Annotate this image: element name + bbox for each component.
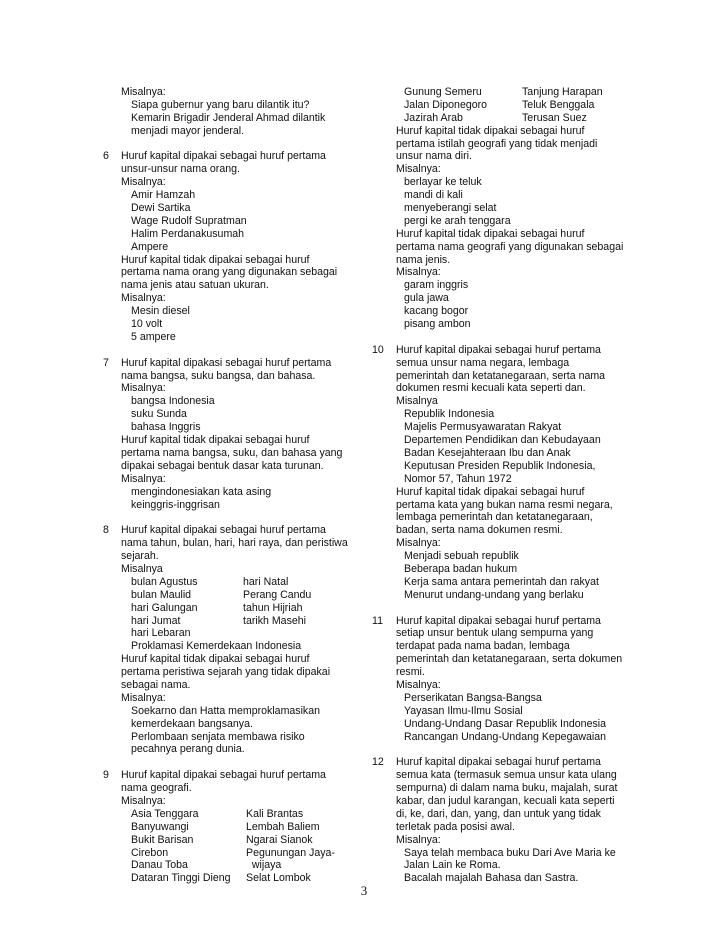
misalnya-label: Misalnya: — [121, 176, 166, 189]
example-line: pecahnya perang dunia. — [131, 743, 245, 756]
left-column — [103, 86, 358, 885]
example-pair: hari Lebaran — [131, 627, 191, 640]
example-line: Jalan Lain ke Roma. — [404, 859, 501, 872]
example-line: Bacalah majalah Bahasa dan Sastra. — [404, 872, 579, 885]
example-pair: Gunung Semeru Tanjung Harapan — [404, 86, 603, 98]
right-column — [372, 86, 642, 885]
geography-exception: pertama istilah geografi yang tidak menjadi — [396, 137, 598, 150]
rule-11-line: setiap unsur bentuk ulang sempurna yang — [396, 627, 594, 640]
rule-11-line: 11 Huruf kapital dipakai sebagai huruf pertama — [372, 614, 601, 627]
example-line: Siapa gubernur yang baru dilantik itu? — [131, 98, 310, 111]
rule-7-exception: pertama nama bangsa, suku, dan bahasa yang — [121, 446, 343, 459]
rule-6-line: unsur-unsur nama orang. — [121, 163, 240, 176]
rule-9-line: 9 Huruf kapital dipakai sebagai huruf pertama — [103, 769, 326, 782]
example-line: 10 volt — [131, 318, 163, 331]
example-line: Nomor 57, Tahun 1972 — [404, 472, 512, 485]
rule-6-line: 6 Huruf kapital dipakai sebagai huruf pertama — [103, 150, 326, 163]
misalnya-label: Misalnya: — [396, 163, 441, 176]
rule-number: 7 — [103, 356, 109, 369]
rule-10-line: dokumen resmi kecuali kata seperti dan. — [396, 382, 586, 395]
rule-6-exception: pertama nama orang yang digunakan sebagai — [121, 266, 338, 279]
rule-number: 11 — [372, 614, 383, 627]
example-line: Departemen Pendidikan dan Kebudayaan — [404, 434, 601, 447]
rule-7-line: 7 Huruf kapital dipakasi sebagai huruf pertama — [103, 356, 332, 369]
geography-exception: unsur nama diri. — [396, 150, 472, 163]
example-line: garam inggris — [404, 279, 469, 292]
example-pair: hari Galungan tahun Hijriah — [131, 601, 303, 614]
example-line: berlayar ke teluk — [404, 176, 482, 189]
misalnya-label: Misalnya: — [396, 833, 441, 846]
example-pair: Dataran Tinggi Dieng Selat Lombok — [131, 872, 311, 885]
rule-10-exception: badan, serta nama dokumen resmi. — [396, 524, 563, 537]
example-pair: hari Jumat tarikh Masehi — [131, 614, 306, 627]
example-line: Amir Hamzah — [131, 189, 196, 202]
misalnya-label: Misalnya: — [121, 794, 166, 807]
rule-12-line: semua kata (termasuk semua unsur kata ulang — [396, 769, 617, 782]
rule-7-exception: Huruf kapital tidak dipakai sebagai huruf — [121, 434, 310, 447]
example-line: Dewi Sartika — [131, 202, 191, 215]
page-number: 3 — [360, 883, 368, 898]
example-line: Keputusan Presiden Republik Indonesia, — [404, 459, 596, 472]
misalnya-label: Misalnya: — [121, 382, 166, 395]
example-line: Rancangan Undang-Undang Kepegawaian — [404, 730, 607, 743]
rule-8-exception: sebagai nama. — [121, 678, 191, 691]
example-line: Kerja sama antara pemerintah dan rakyat — [404, 575, 599, 588]
example-line: 5 ampere — [131, 330, 176, 343]
geography-exception: Huruf kapital tidak dipakai sebagai huruf — [396, 124, 585, 137]
rule-6-exception: Huruf kapital tidak dipakai sebagai huruf — [121, 253, 310, 266]
example-pair: Bukit Barisan Ngarai Sianok — [131, 833, 313, 846]
rule-8-line: sejarah. — [121, 550, 159, 563]
example-line: mandi di kali — [404, 189, 463, 202]
example-line: Republik Indonesia — [404, 408, 495, 421]
example-line: pergi ke arah tenggara — [404, 214, 511, 227]
example-pair: Jazirah Arab Terusan Suez — [404, 111, 587, 124]
misalnya-label: Misalnya: — [121, 691, 166, 704]
example-line: gula jawa — [404, 292, 449, 305]
example-pair: bulan Agustus hari Natal — [131, 575, 289, 588]
rule-8-line: 8 Huruf kapital dipakai sebagai huruf pertama — [103, 524, 326, 537]
misalnya-label: Misalnya: — [121, 86, 166, 98]
example-line: Wage Rudolf Supratman — [131, 214, 247, 227]
geography-exception: nama jenis. — [396, 253, 451, 266]
rule-number: 9 — [103, 769, 109, 782]
rule-12-line: sempurna) di dalam nama buku, majalah, surat — [396, 782, 618, 795]
example-line: Undang-Undang Dasar Republik Indonesia — [404, 717, 607, 730]
rule-number: 10 — [372, 343, 384, 356]
rule-8-exception: Huruf kapital tidak dipakai sebagai huruf — [121, 653, 310, 666]
example-line: Ampere — [131, 240, 169, 253]
rule-10-line: 10 Huruf kapital dipakai sebagai huruf pertama — [372, 343, 601, 356]
example-line: kemerdekaan bangsanya. — [131, 717, 253, 730]
rule-10-line: semua unsur nama negara, lembaga — [396, 356, 570, 369]
example-line: Perserikatan Bangsa-Bangsa — [404, 691, 542, 704]
rule-10-exception: lembaga pemerintah dan ketatanegaraan, — [396, 511, 593, 524]
example-pair: Jalan Diponegoro Teluk Benggala — [404, 98, 595, 111]
example-line: mengindonesiakan kata asing — [131, 485, 272, 498]
rule-6-exception: nama jenis atau satuan ukuran. — [121, 279, 269, 292]
misalnya-label: Misalnya: — [396, 537, 441, 550]
example-line: kacang bogor — [404, 305, 469, 318]
example-line: pisang ambon — [404, 318, 471, 331]
rule-9-line: nama geografi. — [121, 782, 192, 795]
example-line: Menjadi sebuah republik — [404, 550, 519, 563]
example-line: bangsa Indonesia — [131, 395, 215, 408]
example-pair: Cirebon Pegunungan Jaya- — [131, 846, 335, 859]
example-pair: Banyuwangi Lembah Baliem — [131, 820, 320, 833]
example-line: keinggris-inggrisan — [131, 498, 220, 511]
rule-number: 8 — [103, 524, 109, 537]
example-line: Soekarno dan Hatta memproklamasikan — [131, 704, 321, 717]
rule-8-exception: pertama peristiwa sejarah yang tidak dipakai — [121, 666, 331, 679]
example-pair: Asia Tenggara Kali Brantas — [131, 807, 304, 820]
rule-12-line: 12 Huruf kapital dipakai sebagai huruf pertama — [372, 756, 601, 769]
example-line: Mesin diesel — [131, 305, 190, 318]
example-line: Menurut undang-undang yang berlaku — [404, 588, 584, 601]
geography-exception: pertama nama geografi yang digunakan sebagai — [396, 240, 624, 253]
example-line: Perlombaan senjata membawa risiko — [131, 730, 305, 743]
example-line: Beberapa badan hukum — [404, 562, 518, 575]
rule-10-exception: Huruf kapital tidak dipakai sebagai huruf — [396, 485, 585, 498]
geography-exception: Huruf kapital tidak dipakai sebagai huruf — [396, 227, 585, 240]
misalnya-label: Misalnya: — [121, 292, 166, 305]
rule-12-line: di, ke, dari, dan, yang, dan untuk yang tidak — [396, 807, 601, 820]
misalnya-label: Misalnya: — [396, 266, 441, 279]
example-line: bahasa Inggris — [131, 421, 201, 434]
example-line: Saya telah membaca buku Dari Ave Maria ke — [404, 846, 616, 859]
rule-7-line: nama bangsa, suku bangsa, dan bahasa. — [121, 369, 316, 382]
rule-10-line: pemerintah dan ketatanegaraan, serta nama — [396, 369, 606, 382]
misalnya-label: Misalnya — [121, 562, 163, 575]
example-line: Badan Kesejahteraan Ibu dan Anak — [404, 446, 571, 459]
example-line: suku Sunda — [131, 408, 187, 421]
rule-12-line: kabar, dan judul karangan, kecuali kata seperti — [396, 794, 615, 807]
rule-12-line: terletak pada posisi awal. — [396, 820, 515, 833]
example-line: Proklamasi Kemerdekaan Indonesia — [131, 640, 302, 653]
example-line: Yayasan Ilmu-Ilmu Sosial — [404, 704, 523, 717]
example-line: menyeberangi selat — [404, 202, 497, 215]
misalnya-label: Misalnya — [396, 395, 438, 408]
rule-11-line: resmi. — [396, 666, 425, 679]
misalnya-label: Misalnya: — [396, 678, 441, 691]
example-pair: bulan Maulid Perang Candu — [131, 588, 312, 601]
rule-11-line: pemerintah dan ketatanegaraan, serta dokumen — [396, 653, 623, 666]
misalnya-label: Misalnya: — [121, 472, 166, 485]
rule-7-exception: dipakai sebagai bentuk dasar kata turunan. — [121, 459, 324, 472]
rule-8-line: nama tahun, bulan, hari, hari raya, dan peristiwa — [121, 537, 348, 550]
rule-11-line: terdapat pada nama badan, lembaga — [396, 640, 570, 653]
example-line: menjadi mayor jenderal. — [131, 124, 245, 137]
rule-number: 12 — [372, 756, 384, 769]
example-line: Halim Perdanakusumah — [131, 227, 245, 240]
example-line: Majelis Permusyawaratan Rakyat — [404, 421, 562, 434]
rule-number: 6 — [103, 150, 109, 163]
rule-10-exception: pertama kata yang bukan nama resmi negara, — [396, 498, 613, 511]
example-line: Kemarin Brigadir Jenderal Ahmad dilantik — [131, 111, 326, 124]
example-pair: Danau Toba wijaya — [131, 859, 282, 872]
